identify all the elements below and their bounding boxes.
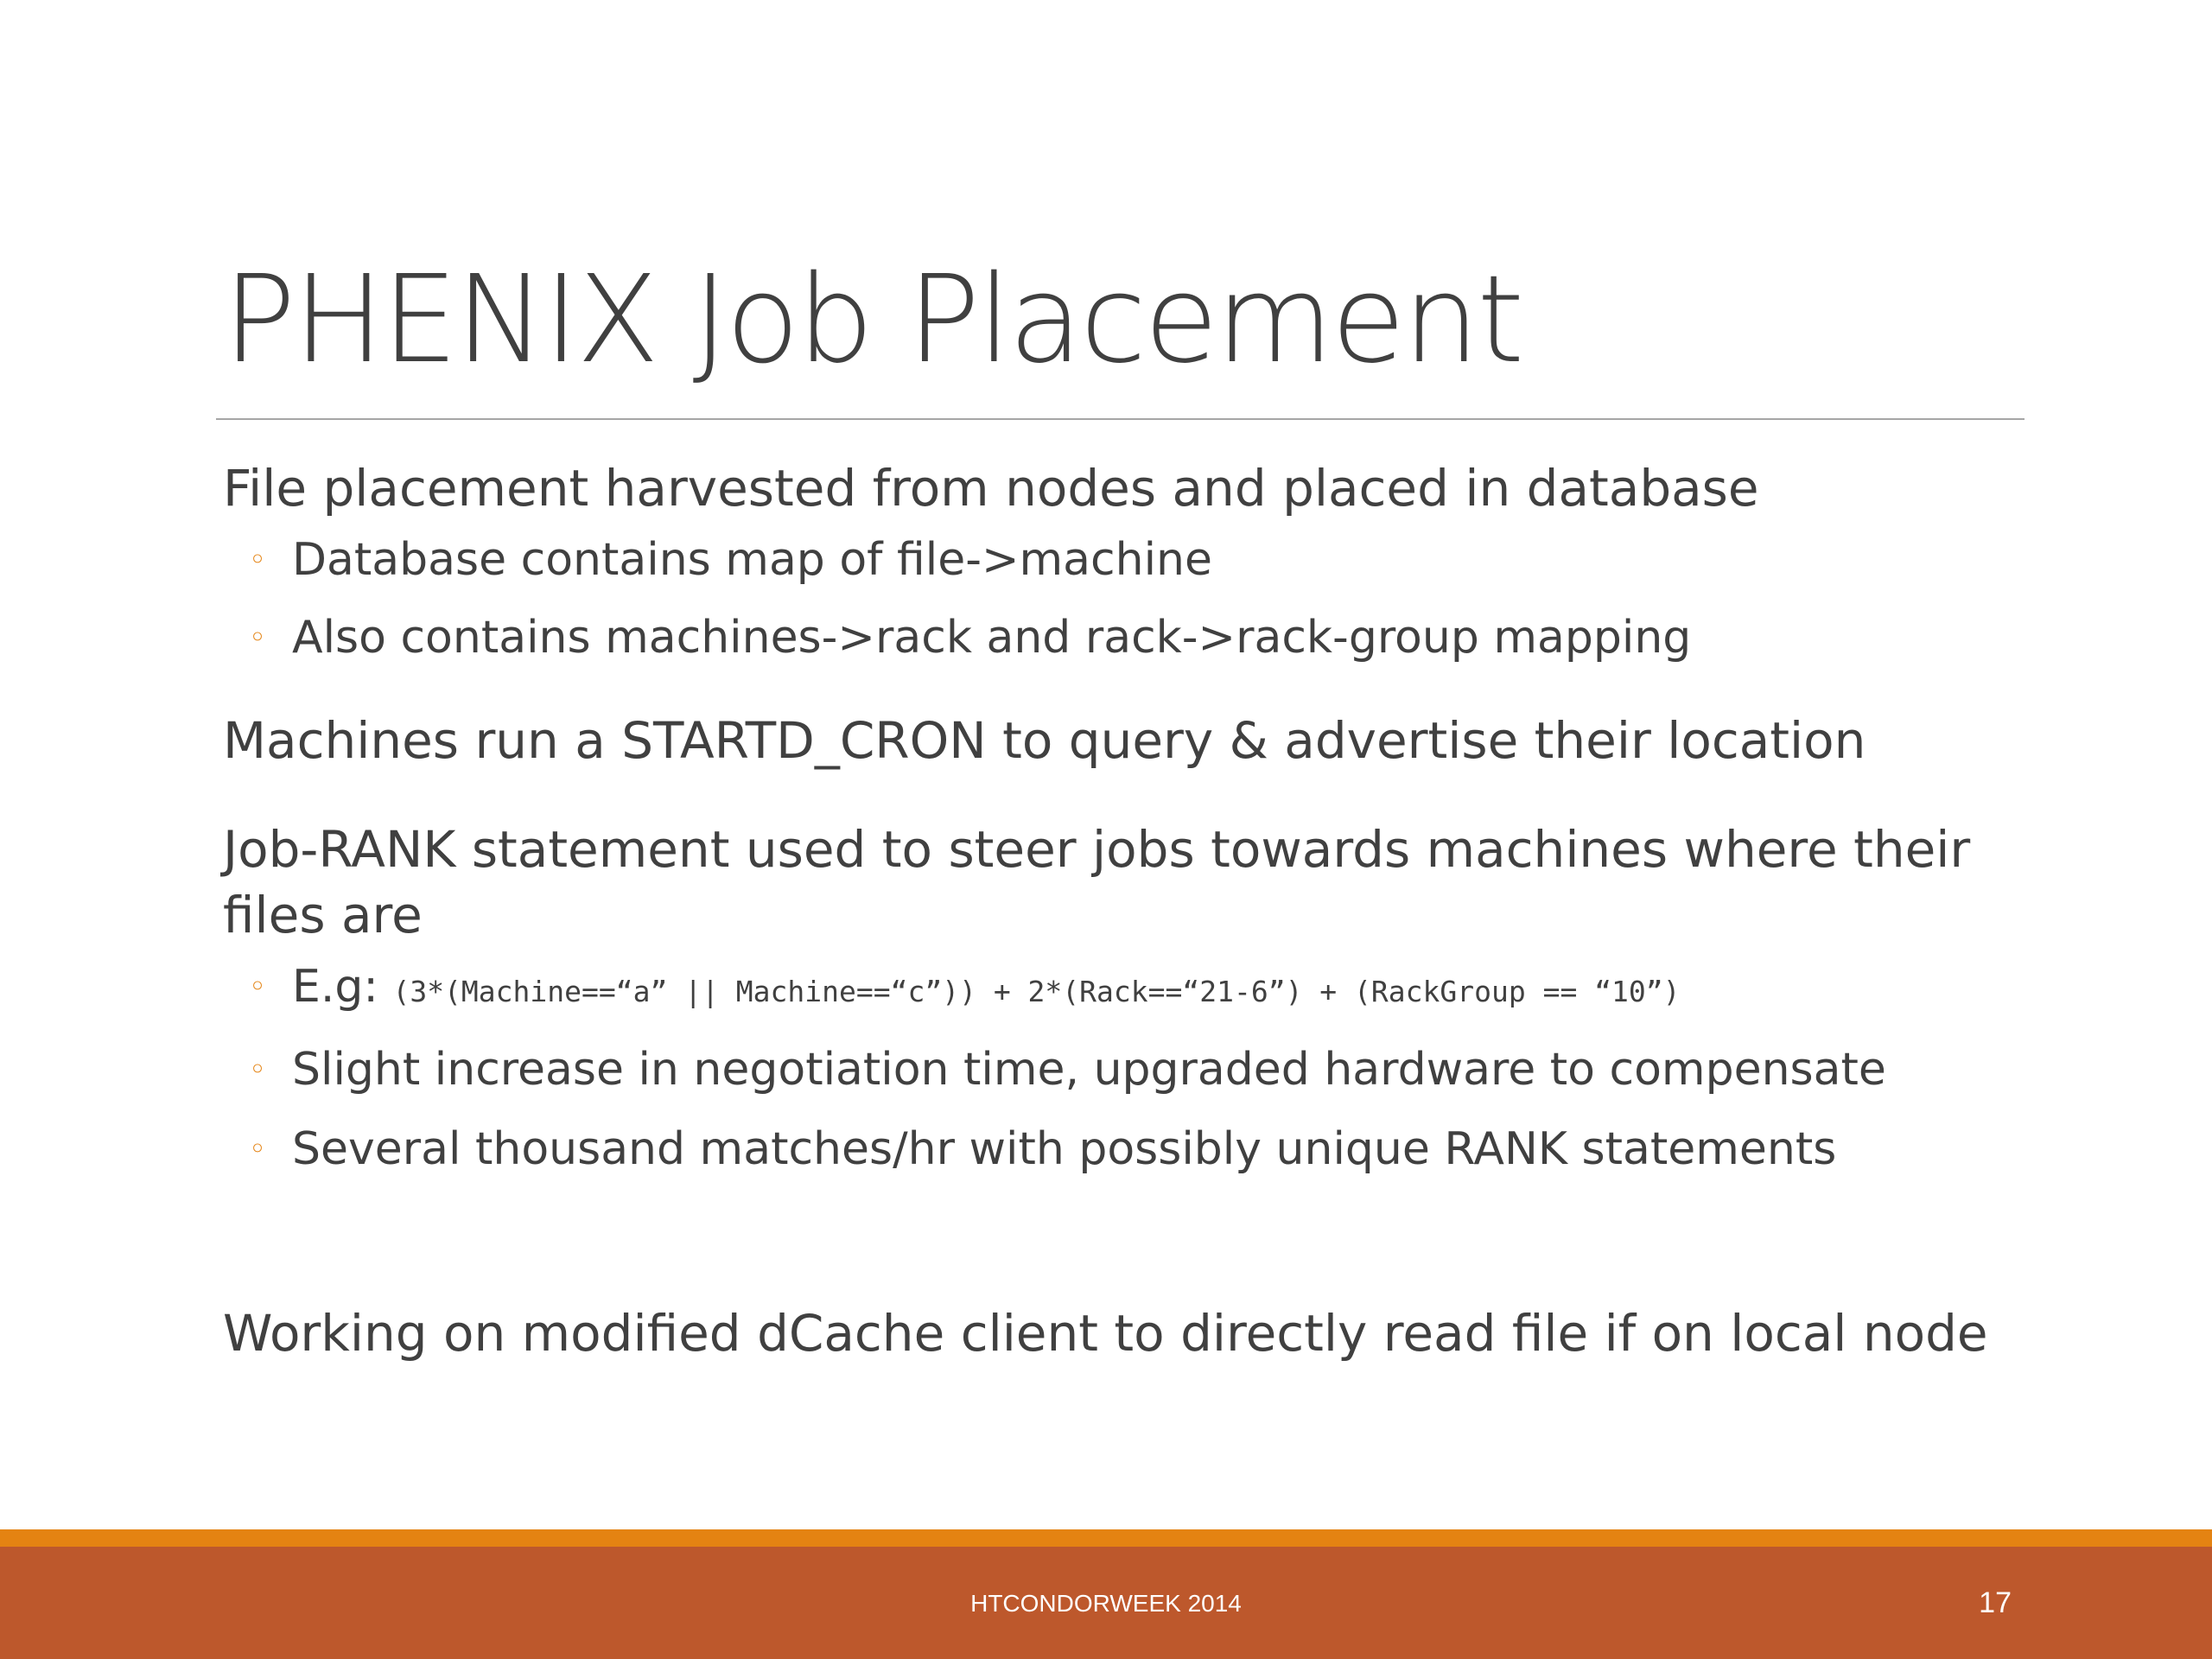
bullet-circle-icon: ◦ [249,1132,267,1166]
paragraph-startd-cron: Machines run a STARTD_CRON to query & advertise their location [223,711,1866,770]
rank-expression-code: (3*(Machine==“a” || Machine==“c”)) + 2*(Rack==“21-6”) + (RackGroup == “10”) [392,975,1681,1008]
paragraph-dcache: Working on modified dCache client to directly read file if on local node [223,1304,1988,1363]
list-item [223,1119,2020,1179]
bullet-circle-icon: ◦ [249,1052,267,1087]
list-item-example [223,957,2020,1022]
bullet-circle-icon: ◦ [249,620,267,655]
list-item [223,1039,2020,1100]
slide-title: PHENIX Job Placement [223,250,1522,391]
list-item [223,607,2020,668]
list-item [223,530,2020,590]
paragraph-job-rank: Job-RANK statement used to steer jobs towards machines where their files are [223,820,1971,944]
bullet-circle-icon: ◦ [249,969,267,1004]
footer-label: HTCONDORWEEK 2014 [970,1590,1242,1617]
bullet-circle-icon: ◦ [249,543,267,577]
slide-body [223,449,2020,1366]
footer-accent-stripe [0,1529,2212,1547]
paragraph-file-placement: File placement harvested from nodes and placed in database [223,459,1759,518]
page-number: 17 [1979,1586,2012,1619]
list-item-text: Slight increase in negotiation time, upgraded hardware to compensate [292,1044,1886,1096]
title-divider [216,418,2024,420]
list-item-text: Also contains machines->rack and rack->rack-group mapping [292,612,1692,664]
list-item-text: Database contains map of file->machine [292,534,1212,586]
list-item-text: Several thousand matches/hr with possibly unique RANK statements [292,1123,1837,1175]
example-prefix: E.g: [292,961,393,1013]
